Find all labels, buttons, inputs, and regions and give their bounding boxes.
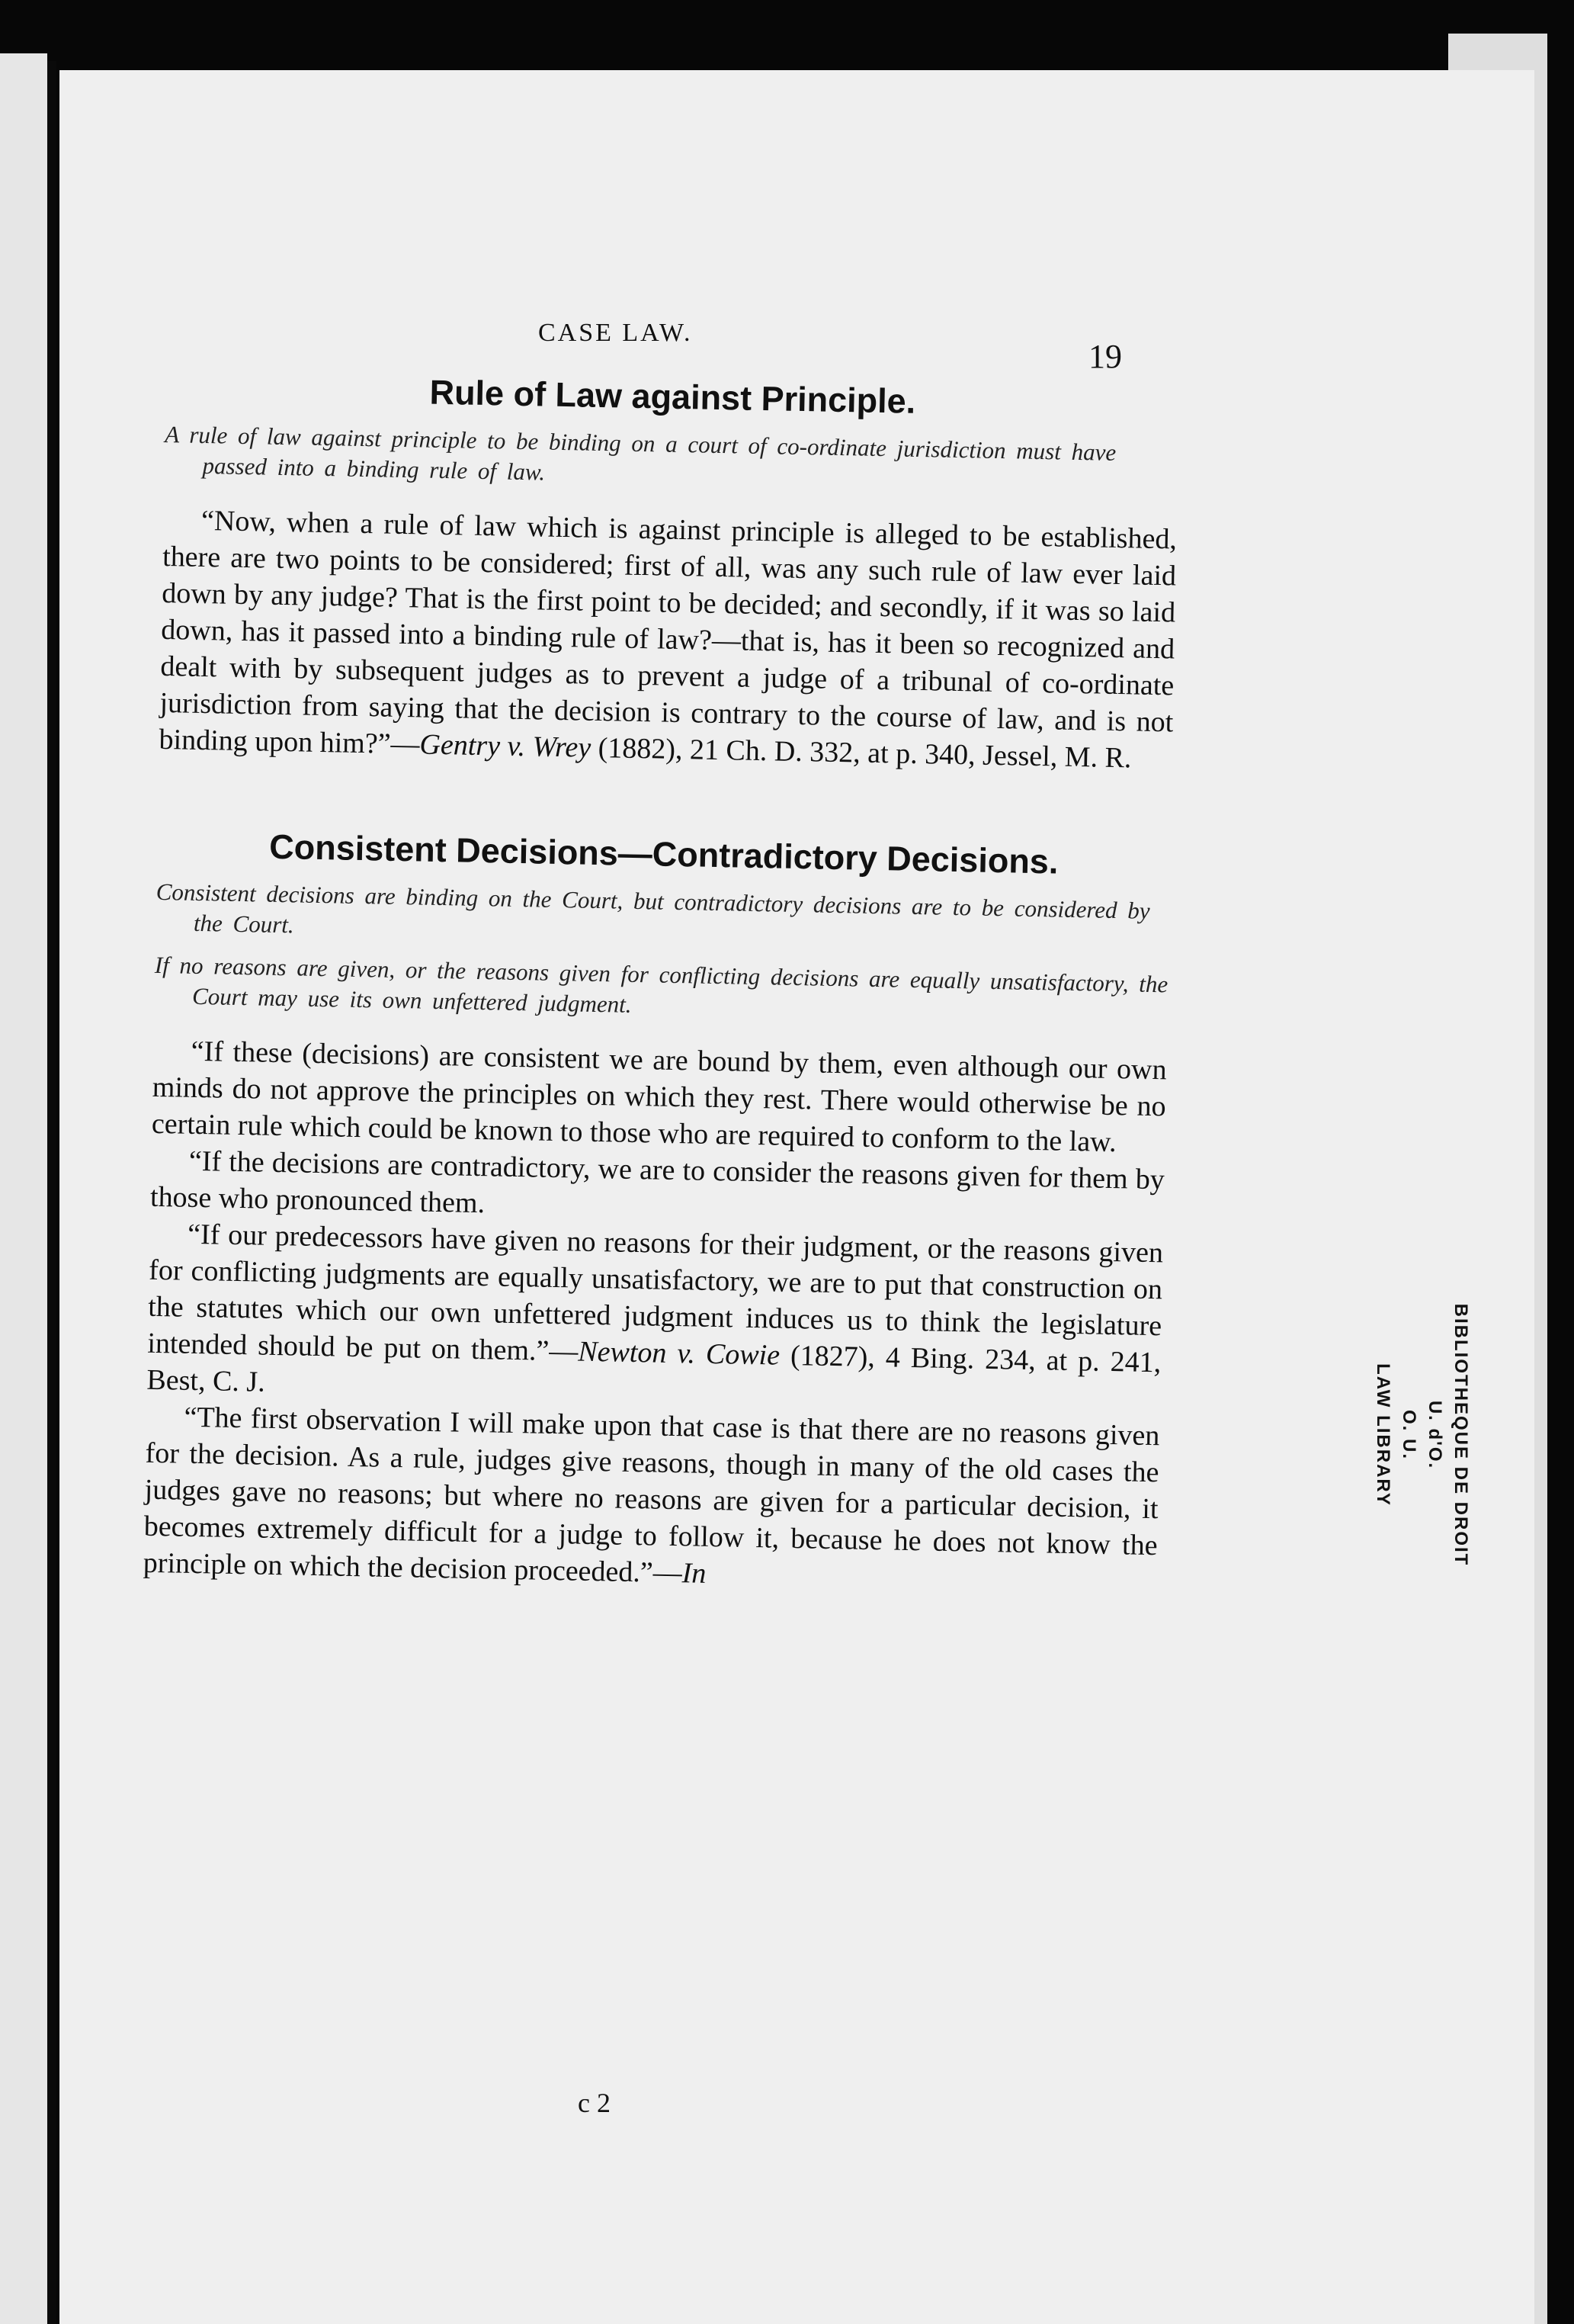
section-heading: Rule of Law against Principle. xyxy=(429,372,916,421)
quote-text: “If these (decisions) are consistent we are bound by them, even although our own minds do not approve the principles on which they rest. There would otherwise be no certain rule which could be known to those who are required to conform to the law. xyxy=(151,1035,1167,1159)
binding-gutter xyxy=(47,61,56,2324)
library-stamp xyxy=(1373,1237,1473,1633)
quotation-paragraph xyxy=(151,1032,1167,1162)
headnote: A rule of law against principle to be binding on a court of co-ordinate jurisdiction must have passed into a binding rule of law. xyxy=(164,420,1117,486)
quotation-paragraph xyxy=(143,1398,1159,1600)
case-name: In xyxy=(681,1557,707,1590)
quote-text: “If our predecessors have given no reasons for their judgment, or the reasons given for conflicting judgments are equally unsatisfactory, we are to put that construction on the statutes which our own unfettered judgment induces us to think the legislature intended should be put on them.”— xyxy=(147,1218,1164,1368)
case-citation: (1882), 21 Ch. D. 332, at p. 340, Jessel, M. R. xyxy=(590,731,1132,775)
quotation-paragraph xyxy=(146,1215,1163,1417)
page-content xyxy=(143,368,1179,1600)
running-head: CASE LAW. xyxy=(538,319,693,347)
headnote: Consistent decisions are binding on the Court, but contradictory decisions are to be considered by the Court. xyxy=(155,878,1150,939)
stamp-line: O. U. xyxy=(1399,1409,1419,1460)
case-name: Newton v. Cowie xyxy=(577,1335,781,1372)
case-name: Gentry v. Wrey xyxy=(419,728,591,764)
quotation-paragraph xyxy=(159,502,1177,777)
stamp-line: BIBLIOTHEQUE DE DROIT xyxy=(1451,1303,1471,1567)
quote-text: “If the decisions are contradictory, we are to consider the reasons given for them by those who pronounced them. xyxy=(149,1144,1165,1220)
stamp-line: LAW LIBRARY xyxy=(1373,1363,1393,1507)
headnote: If no reasons are given, or the reasons given for conflicting decisions are equally unsatisfactory, the Court may use its own unfettered judgment. xyxy=(154,951,1168,1018)
left-page-edge xyxy=(0,53,47,2324)
quote-text: “The first observation I will make upon that case is that there are no reasons given for the decision. As a rule, judges give reasons, though in many of the old cases the judges gave no reasons; but where no reasons are given for a particular decision, it becomes extremely difficult for a judge to follow it, because he does not know the principle on which the decision proceeded.”— xyxy=(143,1401,1160,1590)
signature-mark: c 2 xyxy=(578,2088,611,2118)
book-page xyxy=(59,70,1534,2324)
case-citation: (1827), 4 Bing. 234, at p. 241, Best, C. J. xyxy=(146,1339,1162,1398)
page-number: 19 xyxy=(1088,338,1122,375)
quote-text: “Now, when a rule of law which is against principle is alleged to be established, there are two points to be considered; first of all, was any such rule of law ever laid down by any judge? That is the first point to be decided; and secondly, if it was so laid down, has it passed into a binding rule of law?—that is, has it been so recognized and dealt with by subsequent judges as to prevent a judge of a tribunal of co-ordinate jurisdiction from saying that the decision is contrary to the course of law, and is not binding upon him?”— xyxy=(159,504,1178,761)
section-heading: Consistent Decisions—Contradictory Decisions. xyxy=(268,827,1059,881)
stamp-line: U. d'O. xyxy=(1425,1400,1445,1470)
